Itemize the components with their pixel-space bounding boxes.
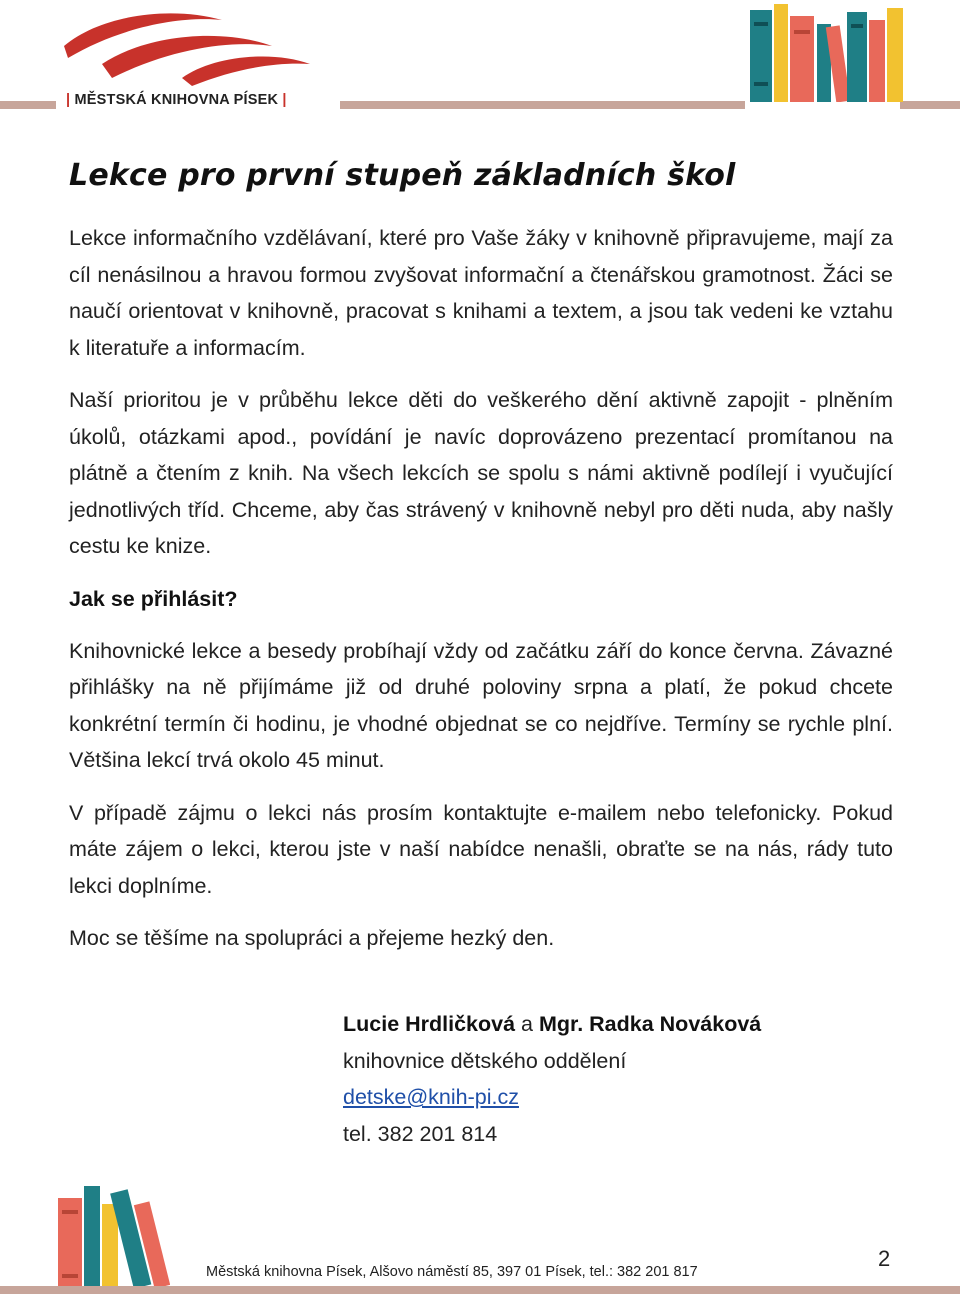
logo-name: MĚSTSKÁ KNIHOVNA PÍSEK [74, 92, 279, 108]
header-rule-right [340, 101, 745, 109]
footer-address: Městská knihovna Písek, Alšovo náměstí 85, 397 01 Písek, tel.: 382 201 817 [206, 1264, 698, 1280]
page-title: Lekce pro první stupeň základních škol [69, 158, 736, 193]
paragraph-closing: Moc se těšíme na spolupráci a přejeme hezký den. [69, 926, 555, 950]
signature-and: a [515, 1012, 539, 1036]
footer-rule [0, 1286, 960, 1294]
books-illustration-icon [745, 2, 910, 102]
page-number: 2 [878, 1246, 891, 1271]
subheading-signup: Jak se přihlásit? [69, 586, 238, 611]
paragraph-schedule: Knihovnické lekce a besedy probíhají vždy od začátku září do konce června. Závazné přihlášky na ně přijímáme již od druhé poloviny srpna a platí, že pokud chcete konkrétní termín či hodinu, je vhodné objednat se co nejdříve. Termíny se rychle plní. Většina lekcí trvá okolo 45 minut. [69, 638, 893, 772]
paragraph-contact: V případě zájmu o lekci nás prosím kontaktujte e-mailem nebo telefonicky. Pokud máte zájem o lekci, kterou jste v naší nabídce nenašli, obraťte se na nás, rády tuto lekci doplníme. [69, 800, 893, 898]
header-rule-left [0, 101, 56, 109]
email-link[interactable]: detske@knih-pi.cz [343, 1085, 519, 1109]
signature-block [343, 1006, 761, 1152]
library-logo-swoosh-icon [62, 6, 312, 86]
logo-text [66, 92, 287, 108]
signature-name-1: Lucie Hrdličková [343, 1012, 516, 1036]
signature-names [343, 1006, 761, 1043]
logo-bar-right: | [282, 92, 287, 108]
paragraph-intro: Lekce informačního vzdělávaní, které pro Vaše žáky v knihovně připravujeme, mají za cíl nenásilnou a hravou formou zvyšovat informační a čtenářskou gramotnost. Žáci se naučí orientovat v knihovně, pracovat s knihami a textem, a jsou tak vedeni ke vztahu k literatuře a informacím. [69, 226, 893, 360]
books-footer-illustration-icon [50, 1180, 170, 1292]
paragraph-priority: Naší prioritou je v průběhu lekce děti do veškerého dění aktivně zapojit - plněním úkolů, otázkami apod., povídání je navíc doprovázeno prezentací promítanou na plátně a čtením z knih. Na všech lekcích se spolu s námi aktivně podílejí i vyučující jednotlivých tříd. Chceme, aby čas strávený v knihovně nebyl pro děti nuda, aby našly cestu ke knize. [69, 388, 893, 558]
signature-phone: tel. 382 201 814 [343, 1121, 498, 1146]
logo-bar-left: | [66, 92, 71, 108]
signature-role: knihovnice dětského oddělení [343, 1048, 627, 1073]
main-content [69, 158, 893, 957]
signature-name-2: Mgr. Radka Nováková [538, 1012, 762, 1036]
header-rule-far-right [900, 101, 960, 109]
